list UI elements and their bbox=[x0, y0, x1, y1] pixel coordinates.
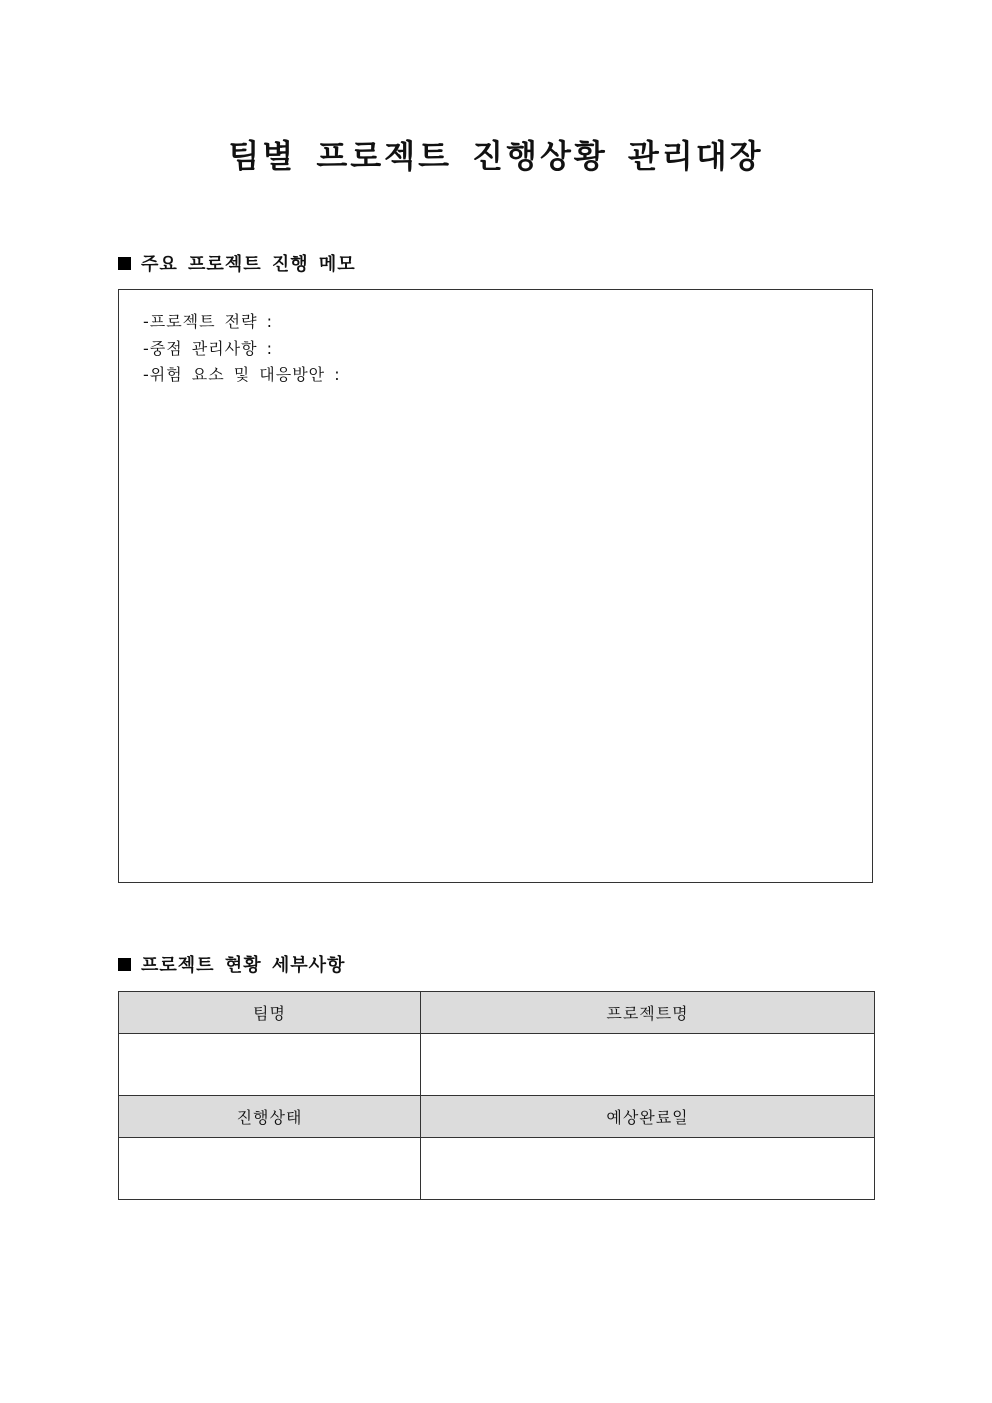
table-header-row bbox=[119, 992, 875, 1034]
cell-team-name[interactable] bbox=[119, 1034, 421, 1096]
square-bullet-icon bbox=[118, 958, 131, 971]
memo-line-risk-response: -위험 요소 및 대응방안 : bbox=[143, 365, 341, 384]
table-header-row bbox=[119, 1096, 875, 1138]
cell-progress-status[interactable] bbox=[119, 1138, 421, 1200]
page-title: 팀별 프로젝트 진행상황 관리대장 bbox=[228, 137, 764, 175]
memo-line-key-management: -중점 관리사항 : bbox=[143, 338, 274, 358]
detail-section-heading bbox=[118, 953, 345, 979]
table-value-row bbox=[119, 1138, 875, 1200]
square-bullet-icon bbox=[118, 257, 131, 270]
cell-expected-completion-date[interactable] bbox=[421, 1138, 875, 1200]
project-detail-table bbox=[118, 991, 875, 1200]
header-progress-status: 진행상태 bbox=[119, 1096, 421, 1138]
detail-section-heading-label: 프로젝트 현황 세부사항 bbox=[141, 955, 346, 976]
memo-box[interactable] bbox=[118, 289, 873, 883]
table-value-row bbox=[119, 1034, 875, 1096]
header-team-name: 팀명 bbox=[119, 992, 421, 1034]
memo-section-heading-label: 주요 프로젝트 진행 메모 bbox=[141, 254, 356, 275]
memo-lines bbox=[143, 309, 341, 389]
header-project-name: 프로젝트명 bbox=[421, 992, 875, 1034]
memo-section-heading bbox=[118, 252, 356, 278]
cell-project-name[interactable] bbox=[421, 1034, 875, 1096]
header-expected-completion-date: 예상완료일 bbox=[421, 1096, 875, 1138]
memo-line-strategy: -프로젝트 전략 : bbox=[143, 312, 274, 331]
